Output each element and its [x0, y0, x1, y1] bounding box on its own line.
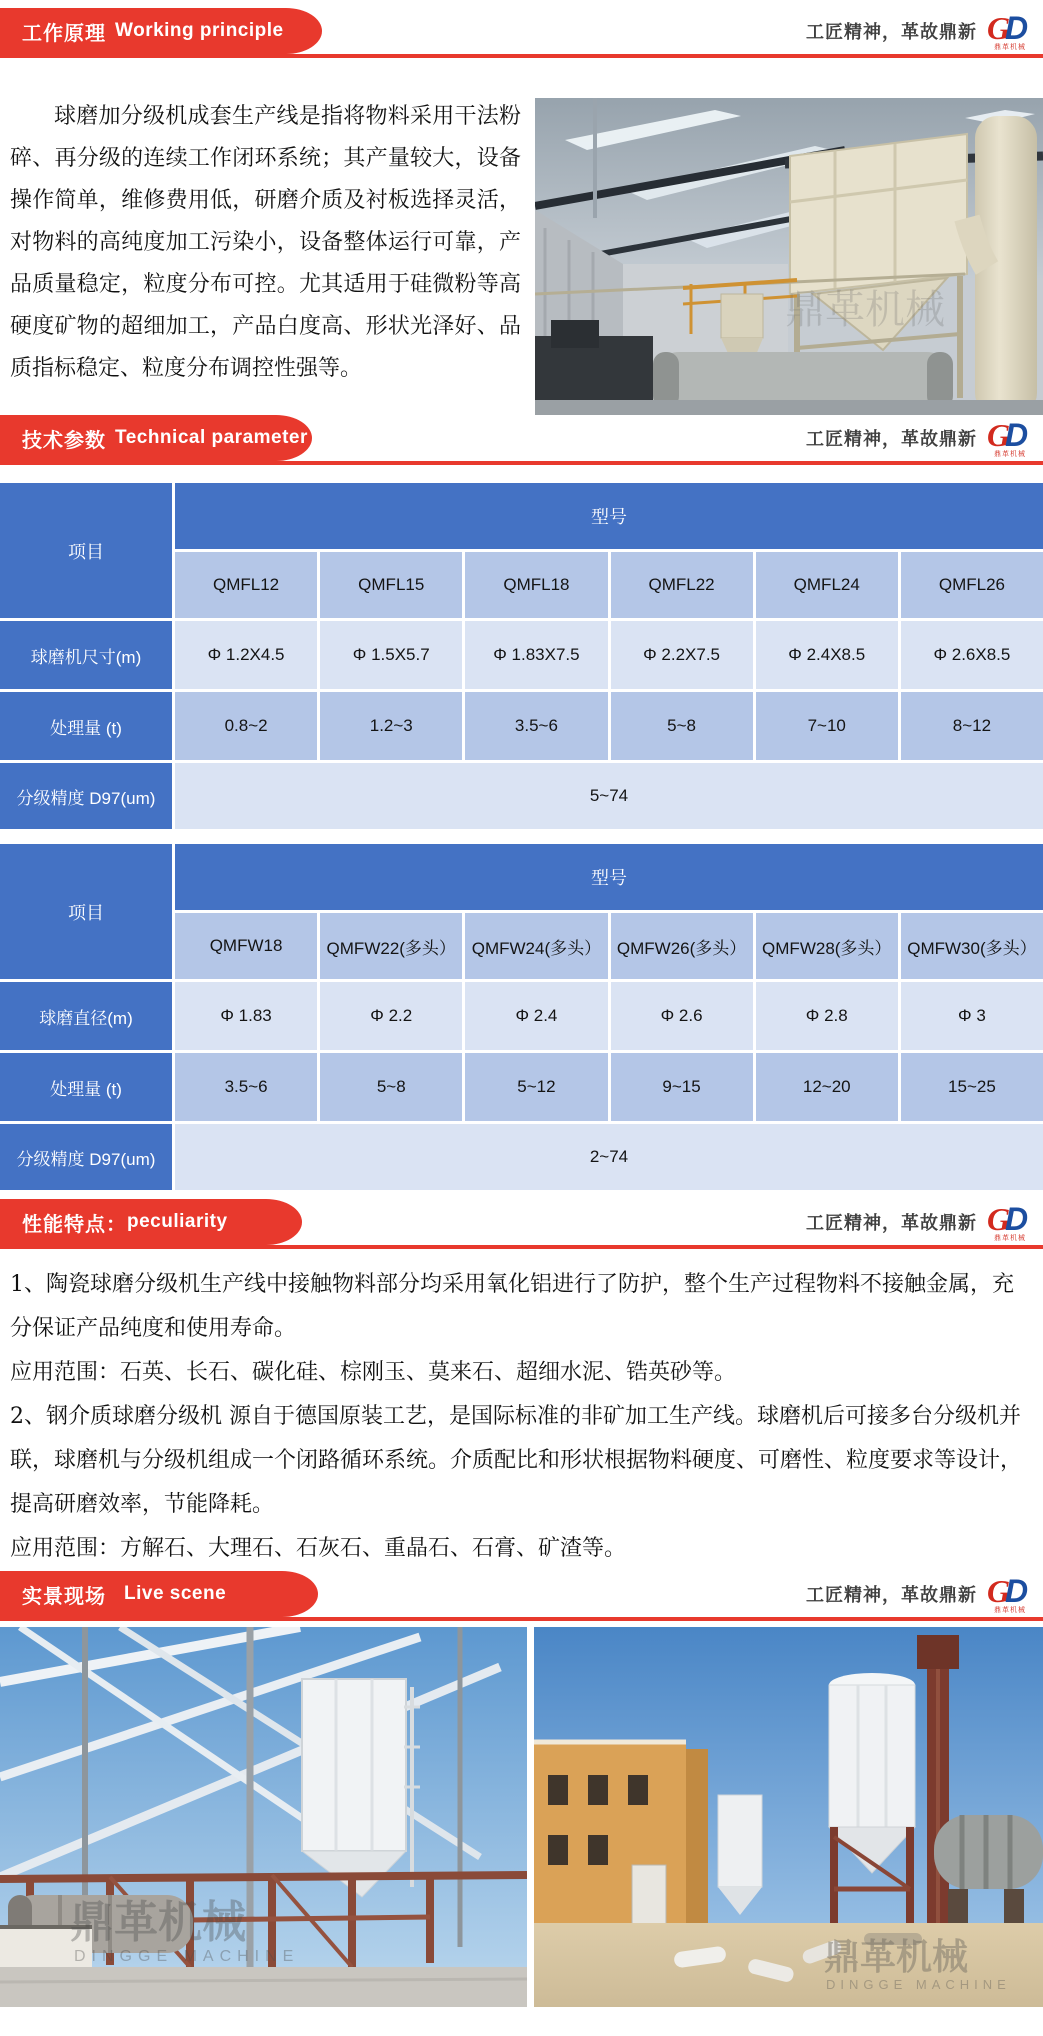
- value-cell: 7~10: [756, 692, 898, 760]
- photo-watermark-en: DINGGE MACHINE: [826, 1977, 1011, 1992]
- model-cell: QMFW22(多头）: [320, 913, 462, 979]
- model-cell: QMFL15: [320, 552, 462, 618]
- value-cell: 15~25: [901, 1053, 1043, 1121]
- model-cell: QMFL22: [611, 552, 753, 618]
- brand-slogan: 工匠精神，革故鼎新: [806, 1585, 977, 1605]
- photo-watermark-cn: 鼎革机械: [70, 1898, 246, 1947]
- value-cell: Φ 3: [901, 982, 1043, 1050]
- value-cell: 1.2~3: [320, 692, 462, 760]
- model-cell: QMFW28(多头）: [756, 913, 898, 979]
- banner-title-cn: 工作原理: [22, 22, 106, 45]
- factory-interior-illustration: [535, 98, 1043, 415]
- span-value-cell: 5~74: [175, 763, 1043, 829]
- banner-working-principle: [0, 8, 322, 54]
- section-header-peculiarity: [0, 1199, 1043, 1249]
- company-logo: [985, 1575, 1035, 1614]
- brand-slogan: 工匠精神，革故鼎新: [806, 22, 977, 42]
- working-principle-paragraph: 球磨加分级机成套生产线是指将物料采用干法粉碎、再分级的连续工作闭环系统；其产量较大，设备操作简单，维修费用低，研磨介质及衬板选择灵活，对物料的高纯度加工污染小，设备整体运行可靠，产品质量稳定，粒度分布可控。尤其适用于硅微粉等高硬度矿物的超细加工，产品白度高、形状光泽好、品质指标稳定、粒度分布调控性强等。: [10, 104, 521, 381]
- parameter-table-qmfl: [0, 483, 1043, 829]
- logo-caption: 鼎革机械: [994, 1234, 1026, 1242]
- table-model-header: 型号: [175, 483, 1043, 549]
- span-value-cell: 2~74: [175, 1124, 1043, 1190]
- live-scene-photos: [0, 1627, 1043, 2007]
- feature-paragraph: 1、陶瓷球磨分级机生产线中接触物料部分均采用氧化铝进行了防护，整个生产过程物料不接触金属，充分保证产品纯度和使用寿命。: [10, 1272, 1015, 1341]
- value-cell: 3.5~6: [465, 692, 607, 760]
- banner-title-cn: 性能特点：: [22, 1213, 127, 1236]
- photo-watermark-en: DINGGE MACHINE: [74, 1948, 300, 1965]
- svg-text:G: G: [987, 418, 1011, 451]
- feature-paragraph: 应用范围：方解石、大理石、石灰石、重晶石、石膏、矿渣等。: [10, 1536, 627, 1561]
- value-cell: 5~12: [465, 1053, 607, 1121]
- model-cell: QMFL18: [465, 552, 607, 618]
- row-label: 处理量 (t): [0, 692, 172, 760]
- value-cell: 9~15: [611, 1053, 753, 1121]
- header-slogan-group: [806, 1571, 1035, 1617]
- value-cell: 12~20: [756, 1053, 898, 1121]
- model-cell: QMFW30(多头）: [901, 913, 1043, 979]
- section-header-working-principle: [0, 8, 1043, 58]
- photo-watermark-cn: 鼎革机械: [824, 1936, 969, 1977]
- value-cell: Φ 2.6X8.5: [901, 621, 1043, 689]
- value-cell: Φ 1.83: [175, 982, 317, 1050]
- row-label: 分级精度 D97(um): [0, 763, 172, 829]
- table-item-header: 项目: [0, 483, 172, 618]
- logo-caption: 鼎革机械: [994, 1606, 1026, 1614]
- company-logo: [985, 12, 1035, 51]
- parameter-table-qmfw: [0, 844, 1043, 1190]
- table-model-header: 型号: [175, 844, 1043, 910]
- banner-title-cn: 实景现场: [22, 1585, 106, 1608]
- section-header-technical-parameter: [0, 415, 1043, 465]
- banner-technical-parameter: [0, 415, 312, 461]
- value-cell: Φ 1.5X5.7: [320, 621, 462, 689]
- model-cell: QMFW26(多头）: [611, 913, 753, 979]
- divider-line: [0, 461, 1043, 465]
- brand-slogan: 工匠精神，革故鼎新: [806, 1213, 977, 1233]
- divider-line: [0, 54, 1043, 58]
- svg-text:D: D: [1005, 1202, 1029, 1235]
- feature-paragraph: 应用范围：石英、长石、碳化硅、棕刚玉、莫来石、超细水泥、锆英砂等。: [10, 1360, 737, 1385]
- feature-paragraph: 2、钢介质球磨分级机 源自于德国原装工艺，是国际标准的非矿加工生产线。球磨机后可接多台分级机并联，球磨机与分级机组成一个闭路循环系统。介质配比和形状根据物料硬度、可磨性、粒度要求等设计，提高研磨效率，节能降耗。: [10, 1404, 1023, 1517]
- banner-title-en: Working principle: [115, 20, 284, 41]
- logo-caption: 鼎革机械: [994, 450, 1026, 458]
- svg-text:G: G: [987, 11, 1011, 44]
- value-cell: 5~8: [611, 692, 753, 760]
- svg-text:G: G: [987, 1202, 1011, 1235]
- construction-site-illustration: [0, 1627, 527, 2007]
- value-cell: Φ 2.4X8.5: [756, 621, 898, 689]
- banner-title-en: Live scene: [124, 1583, 227, 1604]
- gd-logo-icon: [987, 419, 1033, 451]
- banner-title-en: peculiarity: [127, 1211, 228, 1232]
- gd-logo-icon: [987, 12, 1033, 44]
- row-label: 球磨机尺寸(m): [0, 621, 172, 689]
- value-cell: Φ 1.2X4.5: [175, 621, 317, 689]
- svg-text:D: D: [1005, 1574, 1029, 1607]
- gd-logo-icon: [987, 1203, 1033, 1235]
- value-cell: 8~12: [901, 692, 1043, 760]
- row-label: 分级精度 D97(um): [0, 1124, 172, 1190]
- model-cell: QMFW18: [175, 913, 317, 979]
- value-cell: 3.5~6: [175, 1053, 317, 1121]
- divider-line: [0, 1617, 1043, 1621]
- row-label: 球磨直径(m): [0, 982, 172, 1050]
- value-cell: 0.8~2: [175, 692, 317, 760]
- header-slogan-group: [806, 1199, 1035, 1245]
- peculiarity-section: [0, 1249, 1043, 1571]
- live-scene-photo-left: [0, 1627, 527, 2007]
- gd-logo-icon: [987, 1575, 1033, 1607]
- header-slogan-group: [806, 415, 1035, 461]
- value-cell: Φ 2.6: [611, 982, 753, 1050]
- value-cell: Φ 2.8: [756, 982, 898, 1050]
- value-cell: 5~8: [320, 1053, 462, 1121]
- divider-line: [0, 1245, 1043, 1249]
- svg-text:G: G: [987, 1574, 1011, 1607]
- banner-title-en: Technical parameter: [115, 427, 308, 448]
- banner-title-cn: 技术参数: [22, 429, 106, 452]
- value-cell: Φ 1.83X7.5: [465, 621, 607, 689]
- working-principle-section: [0, 88, 1043, 415]
- live-scene-photo-right: [534, 1627, 1043, 2007]
- photo-watermark-cn: 鼎革机械: [785, 288, 945, 332]
- company-logo: [985, 419, 1035, 458]
- company-logo: [985, 1203, 1035, 1242]
- model-cell: QMFL24: [756, 552, 898, 618]
- factory-interior-photo: [535, 98, 1043, 415]
- row-label: 处理量 (t): [0, 1053, 172, 1121]
- product-page: [0, 8, 1043, 2007]
- banner-peculiarity: [0, 1199, 302, 1245]
- brand-slogan: 工匠精神，革故鼎新: [806, 429, 977, 449]
- model-cell: QMFL26: [901, 552, 1043, 618]
- value-cell: Φ 2.2X7.5: [611, 621, 753, 689]
- model-cell: QMFW24(多头）: [465, 913, 607, 979]
- svg-text:D: D: [1005, 418, 1029, 451]
- value-cell: Φ 2.4: [465, 982, 607, 1050]
- section-header-live-scene: [0, 1571, 1043, 1621]
- banner-live-scene: [0, 1571, 318, 1617]
- header-slogan-group: [806, 8, 1035, 54]
- table-item-header: 项目: [0, 844, 172, 979]
- logo-caption: 鼎革机械: [994, 43, 1026, 51]
- svg-text:D: D: [1005, 11, 1029, 44]
- plant-exterior-illustration: [534, 1627, 1043, 2007]
- value-cell: Φ 2.2: [320, 982, 462, 1050]
- model-cell: QMFL12: [175, 552, 317, 618]
